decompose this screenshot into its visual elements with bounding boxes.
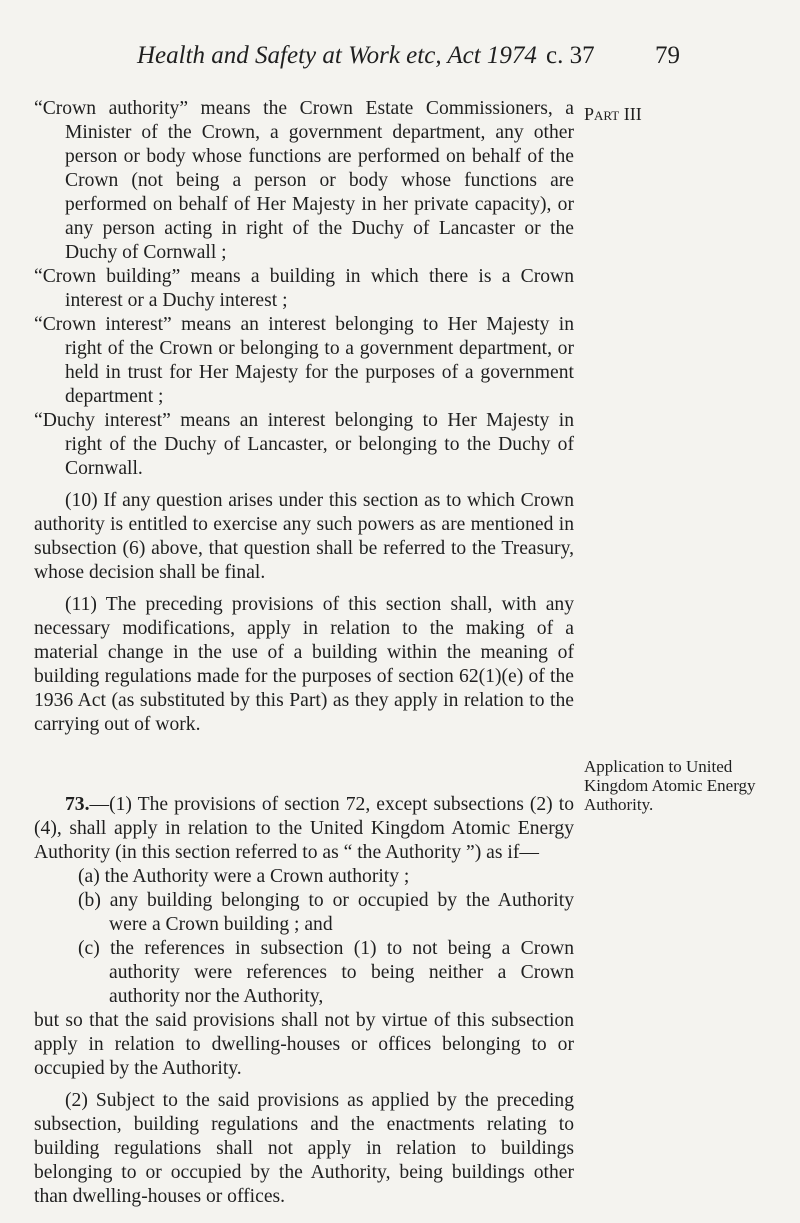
definition-crown-building: “Crown building” means a building in which there is a Crown interest or a Duchy interest ; [34,266,574,311]
section-number: 73. [65,794,90,815]
section-73-intro-text: —(1) The provisions of section 72, except subsections (2) to (4), shall apply in relation to the United Kingdom Atomic Energy Authority (in this section referred to as “ the Authority ”) as if— [34,794,574,863]
section-73-intro [34,793,574,865]
list-item: (a) the Authority were a Crown authority ; [78,866,410,887]
chapter-reference: c. 37 [546,42,595,69]
body-text [34,97,574,1209]
section-73-continuation: but so that the said provisions shall not by virtue of this subsection apply in relation to dwelling-houses or offices belonging to or occupied by the Authority. [34,1010,574,1079]
subsection-10: (10) If any question arises under this section as to which Crown authority is entitled to exercise any such powers as are mentioned in subsection (6) above, that question shall be referred to the Treasury, whose decision shall be final. [34,490,574,583]
margin-note-part: Part III [584,104,642,124]
act-title: Health and Safety at Work etc, Act 1974 [137,42,537,69]
definition-crown-interest: “Crown interest” means an interest belonging to Her Majesty in right of the Crown or belonging to a government department, or held in trust for Her Majesty for the purposes of a government department ; [34,314,574,407]
definition-duchy-interest: “Duchy interest” means an interest belonging to Her Majesty in right of the Duchy of Lancaster, or belonging to the Duchy of Cornwall. [34,410,574,479]
page-number: 79 [655,42,680,69]
subsection-11: (11) The preceding provisions of this section shall, with any necessary modifications, apply in relation to the making of a material change in the use of a building within the meaning of building regulations made for the purposes of section 62(1)(e) of the 1936 Act (as substituted by this Part) as they apply in relation to the carrying out of work. [34,594,574,735]
list-item: (b) any building belonging to or occupied by the Authority were a Crown building ; and [78,890,574,935]
margin-note-application: Application to United Kingdom Atomic Energy Authority. [584,757,756,814]
section-73-subsection-2: (2) Subject to the said provisions as applied by the preceding subsection, building regulations and the enactments relating to building regulations shall not apply in relation to buildings belonging to or occupied by the Authority, being buildings other than dwelling-houses or offices. [34,1090,574,1207]
definition-crown-authority: “Crown authority” means the Crown Estate Commissioners, a Minister of the Crown, a government department, any other person or body whose functions are performed on behalf of the Crown (not being a person or body whose functions are performed on behalf of Her Majesty in her private capacity), or any person acting in right of the Duchy of Lancaster or the Duchy of Cornwall ; [34,98,574,263]
running-header [0,42,800,82]
list-item: (c) the references in subsection (1) to not being a Crown authority were references to being neither a Crown authority nor the Authority, [78,938,574,1007]
